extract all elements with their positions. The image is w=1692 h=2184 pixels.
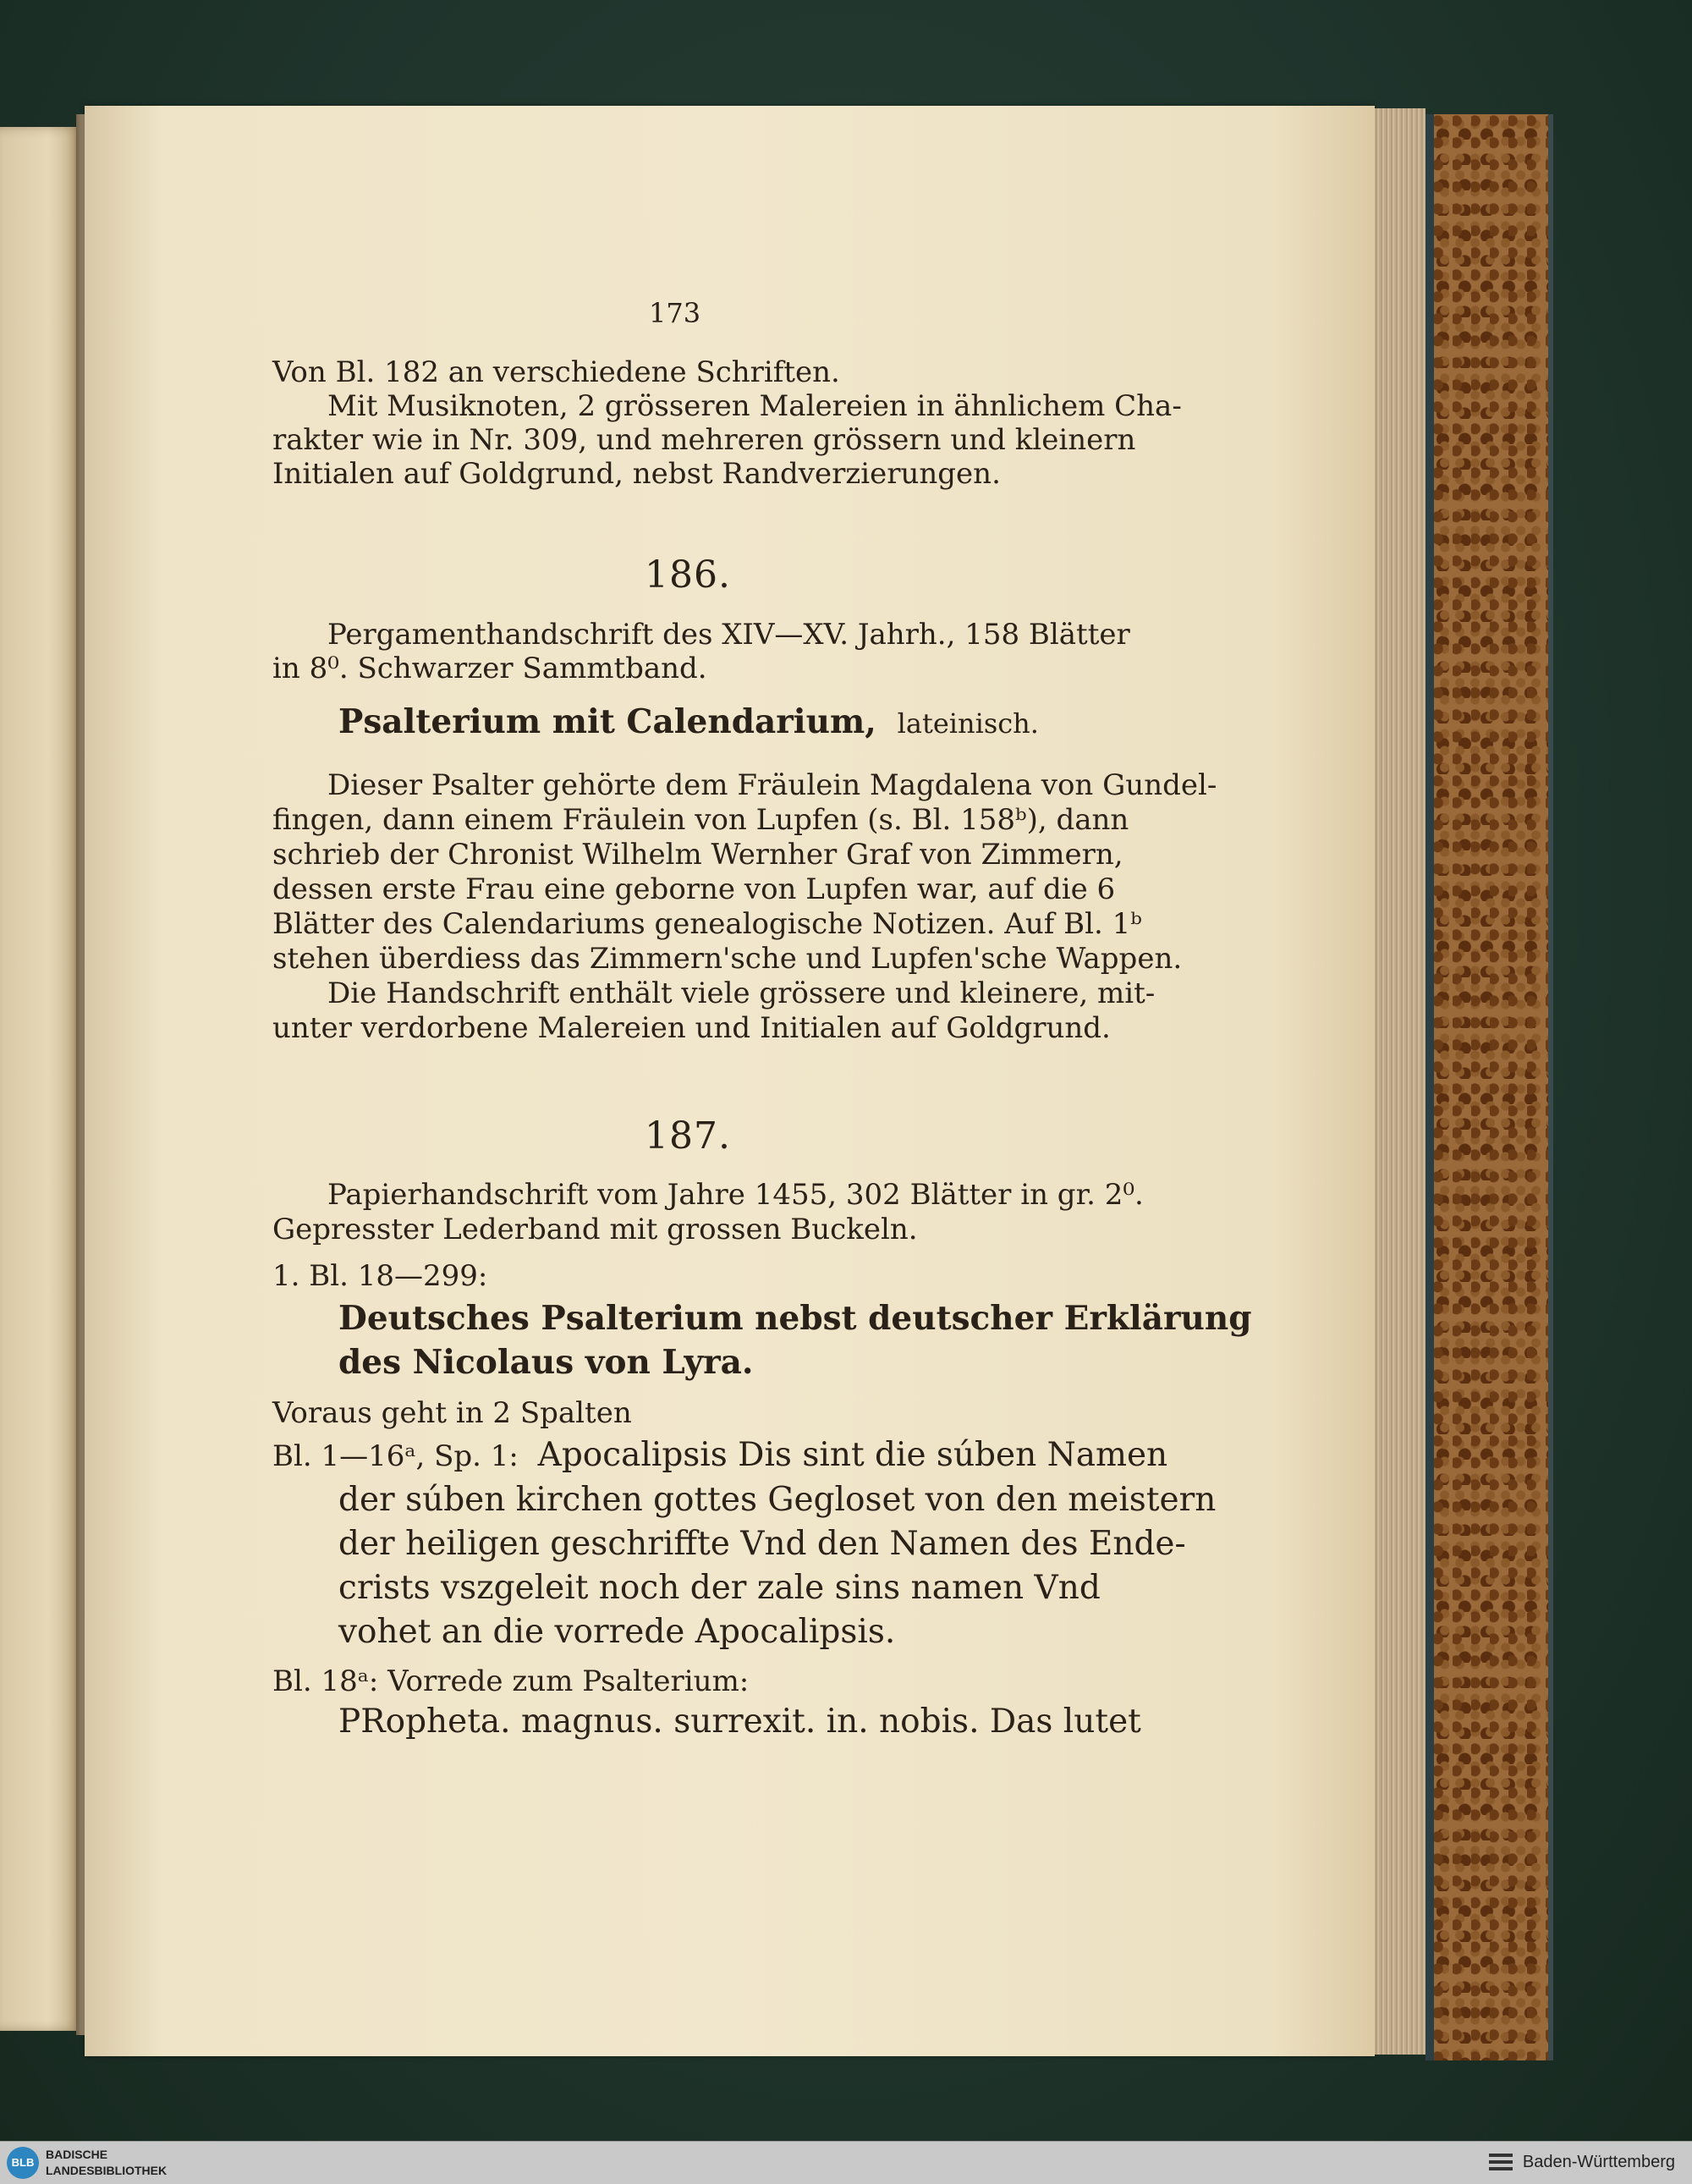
entry-186-body-line: Dieser Psalter gehörte dem Fräulein Magdalena von Gundel- <box>327 768 1217 802</box>
intro-line: Initialen auf Goldgrund, nebst Randverzierungen. <box>272 457 1001 491</box>
entry-186-desc: in 8⁰. Schwarzer Sammtband. <box>272 652 707 685</box>
entry-187-quote-line: crists vszgeleit noch der zale sins namen Vnd <box>338 1569 1101 1607</box>
entry-186-title-row <box>338 702 1100 741</box>
footer-bar <box>0 2141 1692 2184</box>
entry-187-title: Deutsches Psalterium nebst deutscher Erklärung <box>338 1299 1252 1338</box>
entry-187-quote-line: vohet an die vorrede Apocalipsis. <box>338 1613 896 1651</box>
entry-186-title: Psalterium mit Calendarium, <box>338 702 876 741</box>
entry-186-body-line: dessen erste Frau eine geborne von Lupfen war, auf die 6 <box>272 872 1116 906</box>
entry-186-body-line: schrieb der Chronist Wilhelm Wernher Graf von Zimmern, <box>272 838 1123 872</box>
entry-186-body-line: Blätter des Calendariums genealogische Notizen. Auf Bl. 1ᵇ <box>272 907 1142 941</box>
entry-number-186: 186. <box>645 553 731 597</box>
entry-186-body-line: unter verdorbene Malereien und Initialen auf Goldgrund. <box>272 1011 1111 1045</box>
entry-186-title-suffix: lateinisch. <box>897 707 1039 740</box>
library-name[interactable] <box>46 2147 215 2179</box>
entry-187-ref1-row <box>272 1436 1168 1475</box>
page-edges <box>1375 108 1426 2055</box>
intro-line: Mit Musiknoten, 2 grösseren Malereien in ähnlichem Cha- <box>327 389 1182 423</box>
entry-187-desc: Gepresster Lederband mit grossen Buckeln. <box>272 1213 918 1246</box>
entry-187-title: des Nicolaus von Lyra. <box>338 1343 754 1382</box>
entry-186-desc: Pergamenthandschrift des XIV—XV. Jahrh., 158 Blätter <box>327 618 1130 652</box>
entry-186-body-line: fingen, dann einem Fräulein von Lupfen (s. Bl. 158ᵇ), dann <box>272 803 1129 837</box>
entry-number-187: 187. <box>645 1114 731 1158</box>
entry-186-body-line: stehen überdiess das Zimmern'sche und Lupfen'sche Wappen. <box>272 942 1183 976</box>
entry-187-quote2: PRopheta. magnus. surrexit. in. nobis. Das lutet <box>338 1703 1141 1741</box>
left-page-edge <box>0 127 80 2031</box>
entry-187-ref1-text: Apocalipsis Dis sint die súben Namen <box>537 1436 1168 1474</box>
state-emblem-icon <box>1489 2154 1513 2172</box>
entry-187-ref1: Bl. 1—16ᵃ, Sp. 1: <box>272 1439 519 1473</box>
library-name-line: BADISCHE <box>46 2148 108 2161</box>
blb-logo[interactable]: BLB <box>7 2147 39 2179</box>
entry-187-part: 1. Bl. 18—299: <box>272 1259 488 1293</box>
book-binding <box>1426 114 1553 2060</box>
intro-line: rakter wie in Nr. 309, und mehreren grössern und kleinern <box>272 423 1136 457</box>
entry-187-ref2: Bl. 18ᵃ: Vorrede zum Psalterium: <box>272 1664 750 1698</box>
intro-line: Von Bl. 182 an verschiedene Schriften. <box>272 355 840 389</box>
entry-187-desc: Papierhandschrift vom Jahre 1455, 302 Blätter in gr. 2⁰. <box>327 1178 1144 1212</box>
entry-186-body-line: Die Handschrift enthält viele grössere und kleinere, mit- <box>327 976 1156 1010</box>
entry-187-preface: Voraus geht in 2 Spalten <box>272 1396 632 1430</box>
entry-187-quote-line: der heiligen geschriffte Vnd den Namen des Ende- <box>338 1525 1186 1563</box>
page-number: 173 <box>649 297 701 329</box>
partner-name: Baden-Württemberg <box>1522 2153 1675 2171</box>
library-name-line: LANDESBIBLIOTHEK <box>46 2164 168 2177</box>
partner-logo[interactable] <box>1489 2153 1675 2172</box>
entry-187-quote-line: der súben kirchen gottes Gegloset von den meistern <box>338 1481 1217 1519</box>
